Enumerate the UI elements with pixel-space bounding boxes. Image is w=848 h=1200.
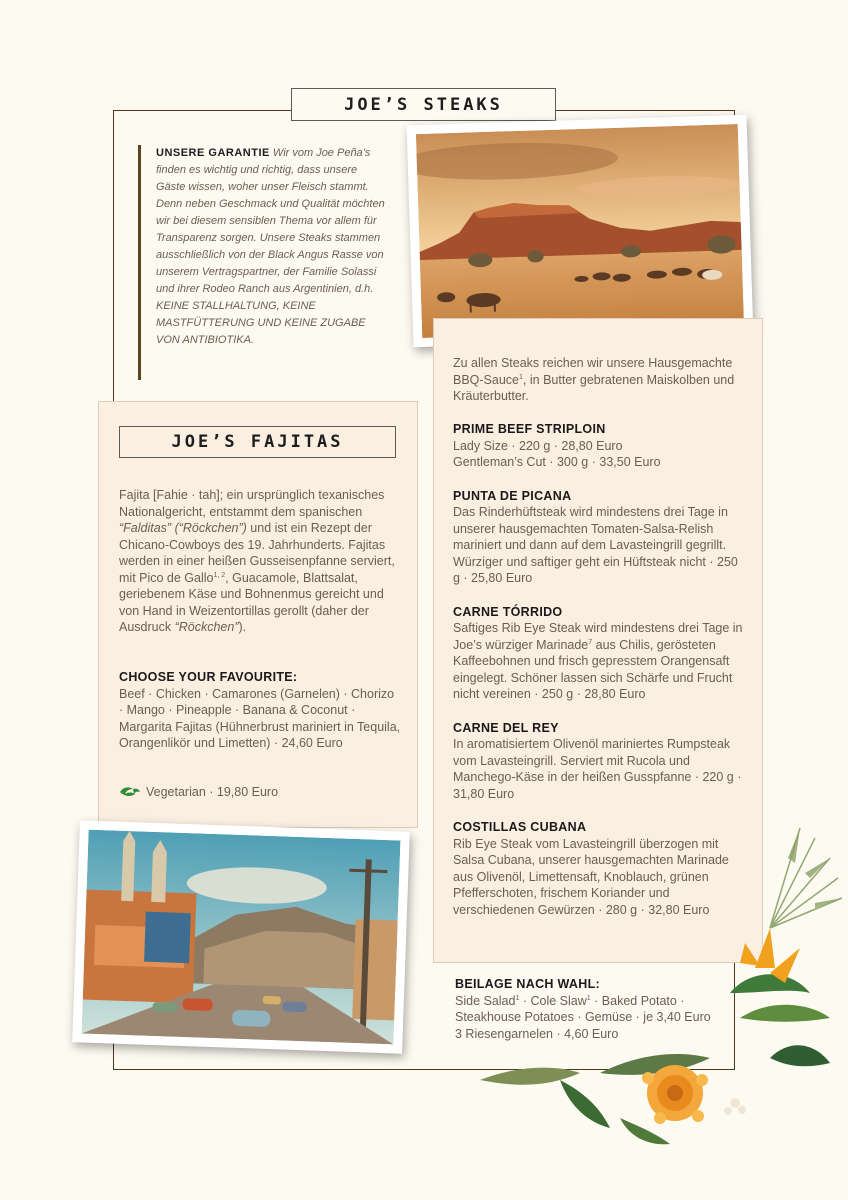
- steaks-intro-1: Zu allen Steaks reichen wir unsere Hausgemachte BBQ-Sauce: [453, 356, 733, 387]
- steak-desc: In aromatisiertem Olivenöl mariniertes Rumpsteak vom Lavasteingrill. Serviert mit Rucola und Manchego-Käse in der heißen Gusspfanne · 220 g · 31,80 Euro: [453, 737, 742, 801]
- side-salad: Side Salad: [455, 993, 516, 1008]
- fajitas-intro-3: , Guacamole, Blattsalat, geriebenem Käse und Bohnenmus gereicht und von Hand in Weizentortillas gerollt (daher der Ausdruck: [119, 570, 384, 634]
- steaks-intro-2: , in Butter gebratenen Maiskolben und Kräuterbutter.: [453, 372, 735, 403]
- desert-cattle-photo: [407, 115, 754, 348]
- desert-scene: [416, 124, 744, 338]
- fajitas-title: [119, 426, 396, 458]
- steak-desc: Rib Eye Steak vom Lavasteingrill überzogen mit Salsa Cubana, unserer hausgemachten Marinade aus Olivenöl, Limettensaft, Knoblauch, grünen Pfefferschoten, frischem Koriander und verschiedenen Gewürzen · 280 g · 32,80 Euro: [453, 836, 729, 917]
- choose-text: Beef · Chicken · Camarones (Garnelen) · Chorizo · Mango · Pineapple · Banana & Coconut · Margarita Fajitas (Hühnerbrust mariniert in Tequila, Orangenlikör und Limetten) · 24,60 Euro: [119, 686, 401, 750]
- steak-desc-sup: 7: [588, 638, 593, 646]
- prawns-line: 3 Riesengarnelen · 4,60 Euro: [455, 1026, 619, 1041]
- fajitas-choose-block: [119, 669, 401, 752]
- fajitas-intro-italic-1: “Falditas” (“Röckchen”): [119, 521, 247, 535]
- guarantee-block: [138, 145, 388, 380]
- steak-item: [453, 488, 748, 587]
- steak-name: PRIME BEEF STRIPLOIN: [453, 422, 606, 436]
- fajitas-title-text: JOE’S FAJITAS: [171, 432, 344, 452]
- steak-desc-b: aus Chilis, gerösteten Kaffeebohnen und frisch gepresstem Orangensaft eingelegt. Schöner lassen sich Schärfe und Frucht nicht vereinen · 250 g · 28,80 Euro: [453, 637, 733, 701]
- vegetarian-line: [119, 784, 401, 801]
- steak-name: CARNE TÓRRIDO: [453, 604, 563, 619]
- steak-name: PUNTA DE PICANA: [453, 488, 572, 503]
- steak-desc: Lady Size · 220 g · 28,80 Euro: [453, 438, 623, 453]
- vegetarian-leaf-icon: [119, 786, 141, 798]
- steak-desc: [453, 620, 748, 703]
- cole-slaw: · Cole Slaw: [519, 993, 587, 1008]
- choose-heading: CHOOSE YOUR FAVOURITE:: [119, 670, 298, 684]
- fajitas-intro-sup: 1, 2: [213, 571, 226, 579]
- steak-item: [453, 421, 748, 471]
- fajitas-intro-4: ).: [238, 620, 247, 634]
- fajitas-intro-1: Fajita [Fahie · tah]; ein ursprünglich texanisches Nationalgericht, entstammt dem spanischen: [119, 488, 385, 519]
- steak-desc: Das Rinderhüftsteak wird mindestens drei Tage in unserer hausgemachten Tomaten-Salsa-Relish mariniert und dann auf dem Lavasteingrill gegrillt. Würziger und saftiger geht ein Hüftsteak nicht · 250 g · 25,80 Euro: [453, 505, 738, 585]
- guarantee-label: UNSERE GARANTIE: [156, 147, 270, 159]
- steak-name: COSTILLAS CUBANA: [453, 820, 587, 834]
- steak-desc-a: Saftiges Rib Eye Steak wird mindestens drei Tage in Joe’s würziger Marinade: [453, 621, 743, 652]
- fajitas-description: [119, 487, 401, 636]
- steak-item: [453, 604, 748, 703]
- fajitas-intro-2: und ist ein Rezept der Chicano-Cowboys des 19. Jahrhunderts. Fajitas werden in einer heißen Gusseisenpfanne serviert, mit Pico de Gallo: [119, 521, 395, 585]
- sides-text: [455, 993, 715, 1026]
- sides-rest: · Baked Potato · Steakhouse Potatoes · Gemüse · je 3,40 Euro: [455, 993, 711, 1024]
- street-scene: [82, 830, 401, 1045]
- steaks-intro-sup: 1: [519, 373, 523, 381]
- steaks-title: [291, 88, 556, 121]
- side-salad-sup: 1: [515, 994, 520, 1002]
- mexican-street-photo: [72, 820, 410, 1053]
- steak-item: [453, 720, 748, 803]
- cole-slaw-sup: 1: [586, 994, 591, 1002]
- steaks-intro: [453, 355, 748, 405]
- sides-block: [455, 976, 715, 1042]
- vegetarian-text: Vegetarian · 19,80 Euro: [146, 785, 279, 799]
- fajitas-intro-italic-2: “Röckchen”: [174, 620, 239, 634]
- steaks-title-text: JOE’S STEAKS: [344, 94, 503, 115]
- steak-desc-2: Gentleman’s Cut · 300 g · 33,50 Euro: [453, 455, 661, 469]
- steak-name: CARNE DEL REY: [453, 720, 559, 735]
- sides-heading: BEILAGE NACH WAHL:: [455, 977, 600, 991]
- guarantee-text: Wir vom Joe Peña’s finden es wichtig und richtig, dass unsere Gäste wissen, woher unser Fleisch stammt. Denn neben Geschmack und Qualität möchten wir bei diesem sensiblen Thema vor allem für Transparenz sorgen. Unsere Steaks stammen ausschließlich von der Black Angus Rasse von unserem Vertragspartner, der Familie Solassi und ihrer Rodeo Ranch aus Argentinien, d.h. KEINE STALLHALTUNG, KEINE MASTFÜTTERUNG UND KEINE ZUGABE VON ANTIBIOTIKA.: [156, 147, 385, 346]
